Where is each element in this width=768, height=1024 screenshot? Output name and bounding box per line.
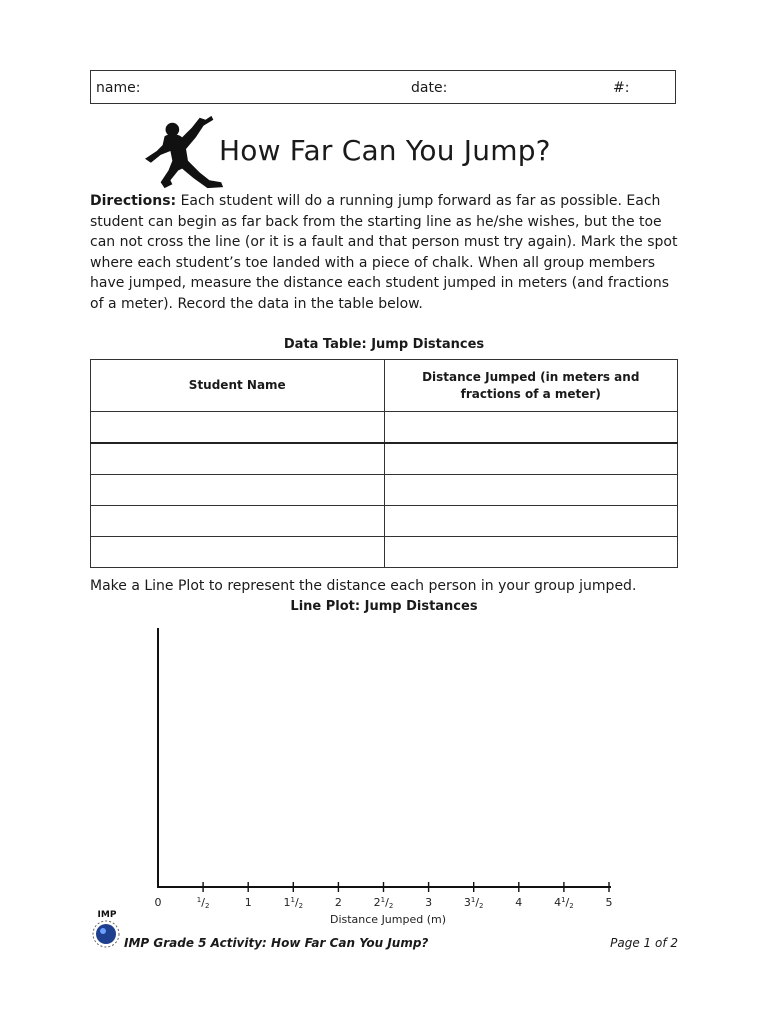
x-tick-label: 0 <box>154 896 162 909</box>
distance-cell[interactable] <box>384 412 678 444</box>
header-box <box>90 70 676 104</box>
student-name-cell[interactable] <box>91 506 385 537</box>
footer-activity: IMP Grade 5 Activity: How Far Can You Jump? <box>124 936 429 950</box>
x-tick-label: 3 <box>425 896 433 909</box>
x-axis-label: Distance Jumped (m) <box>329 913 447 926</box>
logo-globe-icon <box>96 924 116 944</box>
footer-page-number: Page 1 of 2 <box>610 936 678 950</box>
student-name-cell[interactable] <box>91 475 385 506</box>
imp-logo <box>90 908 124 950</box>
student-name-cell[interactable] <box>91 537 385 568</box>
line-plot-instructions: Make a Line Plot to represent the distance each person in your group jumped. <box>90 578 637 594</box>
table-row <box>91 412 678 444</box>
student-name-cell[interactable] <box>91 443 385 475</box>
x-tick-label: $3^1/2$ <box>463 896 484 910</box>
x-tick-label: 4 <box>515 896 523 909</box>
number-label: #: <box>613 80 630 96</box>
x-tick-label: 2 <box>334 896 342 909</box>
distance-cell[interactable] <box>384 475 678 506</box>
student-name-cell[interactable] <box>91 412 385 444</box>
table-row <box>91 537 678 568</box>
page-title: How Far Can You Jump? <box>219 134 551 167</box>
x-tick-label: $^1$/2 <box>196 896 210 910</box>
distance-cell[interactable] <box>384 506 678 537</box>
table-header-row <box>91 360 678 412</box>
table-row <box>91 506 678 537</box>
data-table <box>90 359 678 568</box>
column-header-distance: Distance Jumped (in meters and fractions of a meter) <box>384 360 678 412</box>
table-row <box>91 475 678 506</box>
distance-cell[interactable] <box>384 443 678 475</box>
x-tick-label: $2^1/2$ <box>373 896 394 910</box>
name-label: name: <box>96 80 141 96</box>
distance-cell[interactable] <box>384 537 678 568</box>
x-tick-label: 1 <box>244 896 252 909</box>
directions-paragraph <box>90 191 680 315</box>
directions-text: Each student will do a running jump forward as far as possible. Each student can begin as far back from the starting line as he/she wishes, but the toe can not cross the line (or it is a fault and that person must try again). Mark the spot where each student’s toe landed with a piece of chalk. When all group members have jumped, measure the distance each student jumped in meters (and fractions of a meter). Record the data in the table below. <box>90 193 678 312</box>
logo-text: IMP <box>97 910 117 920</box>
table-row <box>91 443 678 475</box>
x-tick-label: $4^1/2$ <box>554 896 574 910</box>
directions-label: Directions: <box>90 193 177 209</box>
x-tick-label: 5 <box>605 896 613 909</box>
column-header-student-name: Student Name <box>91 360 385 412</box>
x-tick-label: $1^1/2$ <box>283 896 304 910</box>
line-plot-title: Line Plot: Jump Distances <box>290 599 478 614</box>
data-table-title: Data Table: Jump Distances <box>283 337 485 352</box>
date-label: date: <box>411 80 448 96</box>
